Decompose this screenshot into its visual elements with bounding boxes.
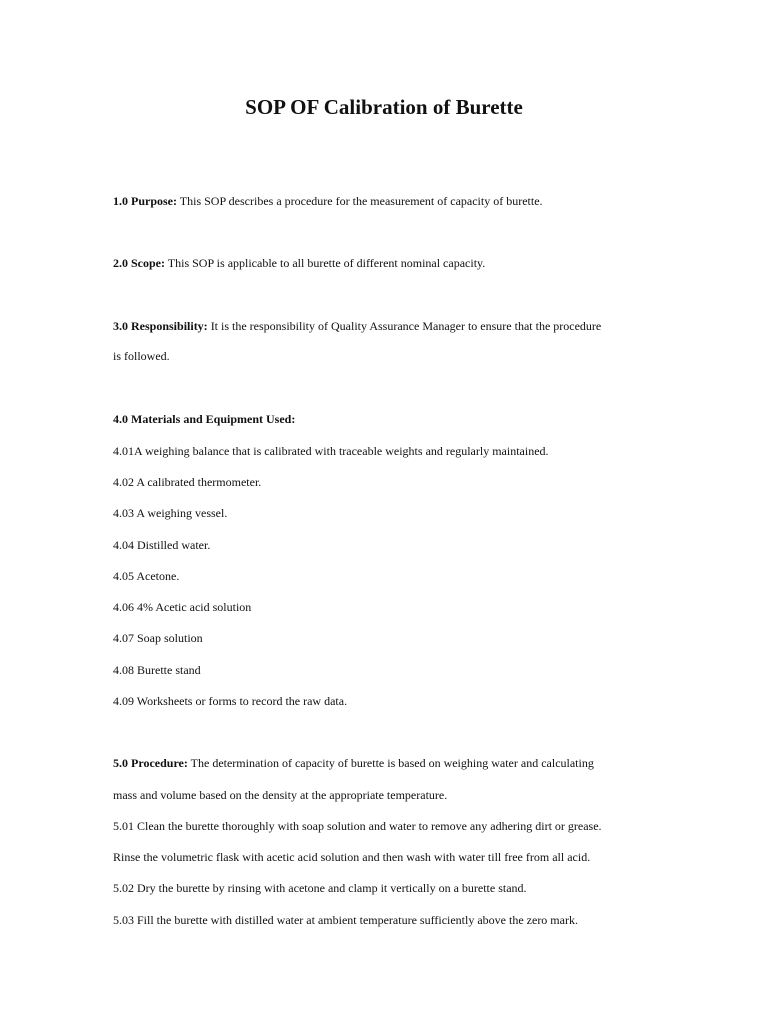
materials-item: 4.03 A weighing vessel. — [113, 506, 228, 520]
materials-item: 4.06 4% Acetic acid solution — [113, 600, 252, 614]
materials-item: 4.04 Distilled water. — [113, 538, 211, 552]
document-title: SOP OF Calibration of Burette — [245, 95, 523, 119]
procedure-step: 5.01 Clean the burette thoroughly with soap solution and water to remove any adhering dirt or grease. — [113, 819, 602, 833]
procedure-continuation: mass and volume based on the density at the appropriate temperature. — [113, 788, 448, 802]
materials-item: 4.09 Worksheets or forms to record the raw data. — [113, 694, 348, 708]
scope-text: This SOP is applicable to all burette of different nominal capacity. — [165, 256, 486, 270]
purpose-section — [113, 193, 543, 209]
scope-section — [113, 255, 485, 271]
responsibility-heading: 3.0 Responsibility: — [113, 319, 208, 333]
materials-heading: 4.0 Materials and Equipment Used: — [113, 412, 296, 426]
materials-item: 4.01A weighing balance that is calibrated with traceable weights and regularly maintained. — [113, 444, 549, 458]
procedure-step: Rinse the volumetric flask with acetic acid solution and then wash with water till free from all acid. — [113, 850, 591, 864]
purpose-heading: 1.0 Purpose: — [113, 194, 177, 208]
procedure-step: 5.03 Fill the burette with distilled water at ambient temperature sufficiently above the zero mark. — [113, 913, 578, 927]
scope-heading: 2.0 Scope: — [113, 256, 165, 270]
responsibility-continuation: is followed. — [113, 349, 170, 363]
procedure-heading: 5.0 Procedure: — [113, 756, 188, 770]
procedure-step: 5.02 Dry the burette by rinsing with acetone and clamp it vertically on a burette stand. — [113, 881, 527, 895]
responsibility-section — [113, 318, 601, 334]
materials-item: 4.05 Acetone. — [113, 569, 180, 583]
procedure-text: The determination of capacity of burette is based on weighing water and calculating — [187, 756, 594, 770]
materials-item: 4.07 Soap solution — [113, 631, 203, 645]
purpose-text: This SOP describes a procedure for the measurement of capacity of burette. — [177, 194, 543, 208]
procedure-section — [113, 755, 594, 771]
materials-item: 4.02 A calibrated thermometer. — [113, 475, 262, 489]
materials-item: 4.08 Burette stand — [113, 663, 201, 677]
responsibility-text: It is the responsibility of Quality Assurance Manager to ensure that the procedure — [207, 319, 602, 333]
